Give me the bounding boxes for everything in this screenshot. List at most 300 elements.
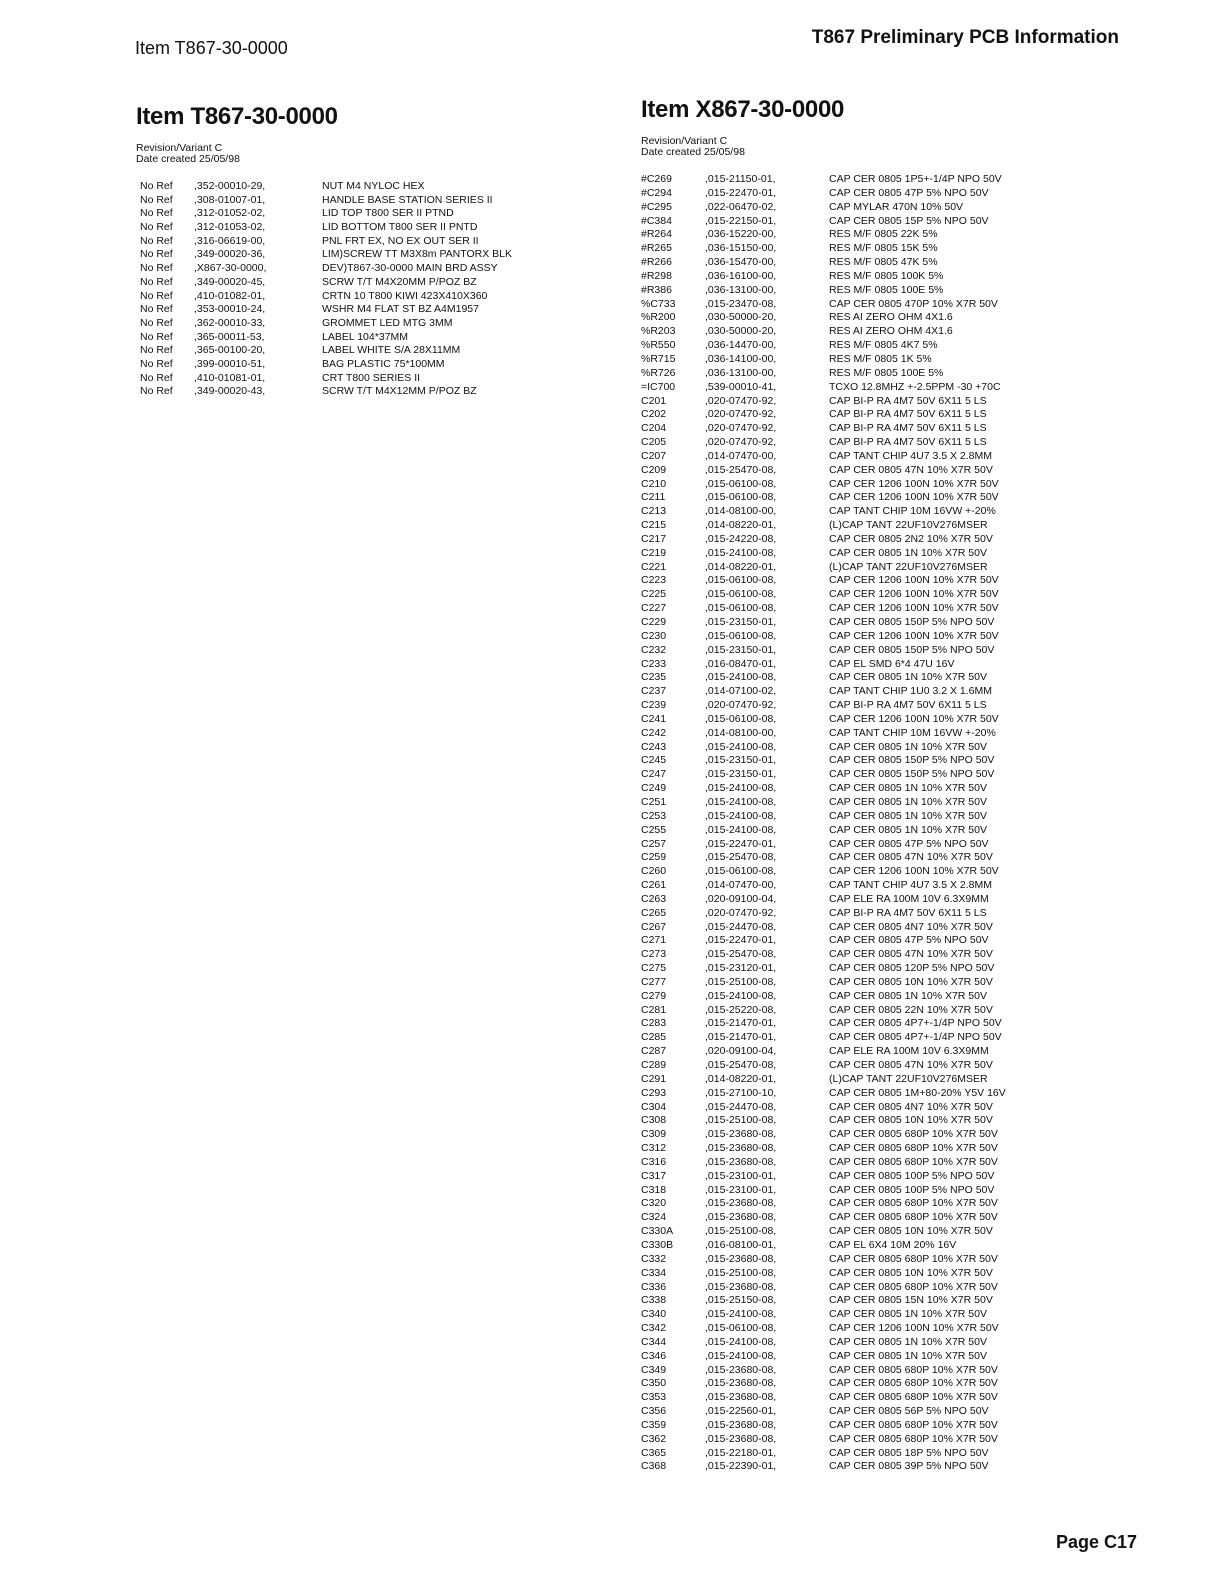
reference-cell: C304 xyxy=(641,1100,667,1113)
description-cell: CAP CER 0805 1N 10% X7R 50V xyxy=(829,1349,987,1362)
reference-cell: C227 xyxy=(641,602,667,615)
reference-cell: C332 xyxy=(641,1252,667,1265)
table-row xyxy=(641,1045,1071,1059)
reference-cell: C273 xyxy=(641,948,667,961)
table-row xyxy=(641,1101,1071,1115)
part-number-cell: ,020-07470-92, xyxy=(705,408,777,421)
table-row xyxy=(136,194,556,208)
description-cell: CAP CER 0805 56P 5% NPO 50V xyxy=(829,1405,989,1418)
reference-cell: C368 xyxy=(641,1460,667,1473)
part-number-cell: ,349-00020-43, xyxy=(194,385,266,398)
reference-cell: C239 xyxy=(641,699,667,712)
reference-cell: No Ref xyxy=(140,385,173,398)
reference-cell: C291 xyxy=(641,1072,667,1085)
bom-table xyxy=(136,180,556,399)
section-date: Date created 25/05/98 xyxy=(641,146,745,158)
description-cell: CAP CER 0805 1N 10% X7R 50V xyxy=(829,1335,987,1348)
reference-cell: #R298 xyxy=(641,269,672,282)
table-row xyxy=(136,358,556,372)
reference-cell: #R265 xyxy=(641,242,672,255)
reference-cell: No Ref xyxy=(140,262,173,275)
reference-cell: C279 xyxy=(641,989,667,1002)
table-row xyxy=(641,1031,1071,1045)
reference-cell: C338 xyxy=(641,1294,667,1307)
table-row xyxy=(641,298,1071,312)
part-number-cell: ,015-23680-08, xyxy=(705,1377,777,1390)
table-row xyxy=(641,1433,1071,1447)
part-number-cell: ,015-06100-08, xyxy=(705,602,777,615)
description-cell: CAP CER 0805 15P 5% NPO 50V xyxy=(829,214,989,227)
table-row xyxy=(136,276,556,290)
description-cell: CAP ELE RA 100M 10V 6.3X9MM xyxy=(829,892,989,905)
reference-cell: C237 xyxy=(641,685,667,698)
part-number-cell: ,015-23100-01, xyxy=(705,1183,777,1196)
part-number-cell: ,022-06470-02, xyxy=(705,200,777,213)
table-row xyxy=(641,616,1071,630)
description-cell: CAP CER 0805 47N 10% X7R 50V xyxy=(829,948,993,961)
reference-cell: %R550 xyxy=(641,339,676,352)
part-number-cell: ,036-16100-00, xyxy=(705,269,777,282)
table-row xyxy=(641,505,1071,519)
reference-cell: #R264 xyxy=(641,228,672,241)
description-cell: WSHR M4 FLAT ST BZ A4M1957 xyxy=(322,303,479,316)
description-cell: CAP CER 0805 1N 10% X7R 50V xyxy=(829,795,987,808)
table-row xyxy=(641,242,1071,256)
description-cell: SCRW T/T M4X20MM P/POZ BZ xyxy=(322,275,477,288)
description-cell: CAP CER 1206 100N 10% X7R 50V xyxy=(829,629,999,642)
part-number-cell: ,015-06100-08, xyxy=(705,629,777,642)
part-number-cell: ,015-06100-08, xyxy=(705,865,777,878)
table-row xyxy=(641,270,1071,284)
table-row xyxy=(641,1419,1071,1433)
table-row xyxy=(641,1447,1071,1461)
description-cell: CAP CER 1206 100N 10% X7R 50V xyxy=(829,1322,999,1335)
table-row xyxy=(641,713,1071,727)
part-number-cell: ,015-06100-08, xyxy=(705,712,777,725)
table-row xyxy=(641,602,1071,616)
description-cell: CAP TANT CHIP 10M 16VW +-20% xyxy=(829,726,996,739)
description-cell: LID TOP T800 SER II PTND xyxy=(322,207,454,220)
reference-cell: C285 xyxy=(641,1031,667,1044)
description-cell: CAP CER 0805 470P 10% X7R 50V xyxy=(829,297,998,310)
part-number-cell: ,015-25470-08, xyxy=(705,463,777,476)
part-number-cell: ,365-00011-53, xyxy=(194,330,265,343)
table-row xyxy=(641,561,1071,575)
description-cell: CAP CER 0805 680P 10% X7R 50V xyxy=(829,1391,998,1404)
table-row xyxy=(641,934,1071,948)
table-row xyxy=(641,325,1071,339)
part-number-cell: ,014-07470-00, xyxy=(705,879,777,892)
table-row xyxy=(641,1322,1071,1336)
section-title: Item X867-30-0000 xyxy=(641,96,845,123)
reference-cell: C229 xyxy=(641,616,667,628)
table-row xyxy=(641,671,1071,685)
part-number-cell: ,016-08100-01, xyxy=(705,1238,777,1251)
part-number-cell: ,015-25100-08, xyxy=(705,1225,777,1238)
table-row xyxy=(641,907,1071,921)
part-number-cell: ,308-01007-01, xyxy=(194,193,266,206)
table-row xyxy=(641,408,1071,422)
part-number-cell: ,015-27100-10, xyxy=(705,1086,777,1099)
table-row xyxy=(641,1197,1071,1211)
description-cell: CAP CER 0805 47N 10% X7R 50V xyxy=(829,851,993,864)
description-cell: (L)CAP TANT 22UF10V276MSER xyxy=(829,1072,988,1085)
reference-cell: C312 xyxy=(641,1142,667,1155)
description-cell: RES AI ZERO OHM 4X1.6 xyxy=(829,311,953,324)
reference-cell: C235 xyxy=(641,671,667,684)
table-row xyxy=(641,478,1071,492)
part-number-cell: ,015-23680-08, xyxy=(705,1155,777,1168)
description-cell: SCRW T/T M4X12MM P/POZ BZ xyxy=(322,385,477,398)
table-row xyxy=(641,519,1071,533)
table-row xyxy=(136,235,556,249)
part-number-cell: ,362-00010-33, xyxy=(194,316,266,329)
description-cell: CAP CER 0805 1N 10% X7R 50V xyxy=(829,989,987,1002)
description-cell: CAP CER 0805 4P7+-1/4P NPO 50V xyxy=(829,1017,1002,1030)
description-cell: CAP CER 0805 680P 10% X7R 50V xyxy=(829,1128,998,1141)
description-cell: CAP CER 0805 680P 10% X7R 50V xyxy=(829,1211,998,1224)
part-number-cell: ,015-24100-08, xyxy=(705,546,777,559)
table-row xyxy=(641,464,1071,478)
reference-cell: C309 xyxy=(641,1128,667,1141)
table-row xyxy=(641,976,1071,990)
reference-cell: No Ref xyxy=(140,275,173,288)
part-number-cell: ,015-22470-01, xyxy=(705,837,777,850)
reference-cell: C346 xyxy=(641,1349,667,1362)
description-cell: CAP CER 0805 4P7+-1/4P NPO 50V xyxy=(829,1031,1002,1044)
part-number-cell: ,015-25100-08, xyxy=(705,975,777,988)
description-cell: CAP CER 0805 1N 10% X7R 50V xyxy=(829,671,987,684)
part-number-cell: ,015-24100-08, xyxy=(705,740,777,753)
reference-cell: C317 xyxy=(641,1169,667,1182)
reference-cell: C243 xyxy=(641,740,667,753)
reference-cell: C201 xyxy=(641,394,667,407)
reference-cell: C316 xyxy=(641,1155,667,1168)
part-number-cell: ,015-24100-08, xyxy=(705,795,777,808)
table-row xyxy=(641,644,1071,658)
reference-cell: C350 xyxy=(641,1377,667,1390)
part-number-cell: ,015-23680-08, xyxy=(705,1418,777,1431)
description-cell: CAP CER 0805 15N 10% X7R 50V xyxy=(829,1294,993,1307)
table-row xyxy=(641,1156,1071,1170)
description-cell: CAP CER 0805 18P 5% NPO 50V xyxy=(829,1446,989,1459)
part-number-cell: ,036-13100-00, xyxy=(705,283,777,296)
table-row xyxy=(641,215,1071,229)
table-row xyxy=(641,588,1071,602)
table-row xyxy=(641,782,1071,796)
part-number-cell: ,410-01081-01, xyxy=(194,371,266,384)
reference-cell: No Ref xyxy=(140,357,173,370)
table-row xyxy=(136,303,556,317)
bom-section-t867 xyxy=(136,103,556,399)
table-row xyxy=(641,1281,1071,1295)
description-cell: LID BOTTOM T800 SER II PNTD xyxy=(322,221,478,234)
reference-cell: No Ref xyxy=(140,221,173,234)
section-date: Date created 25/05/98 xyxy=(136,153,240,165)
reference-cell: C241 xyxy=(641,712,667,725)
table-row xyxy=(641,1377,1071,1391)
description-cell: CAP CER 0805 39P 5% NPO 50V xyxy=(829,1460,989,1473)
part-number-cell: ,015-22390-01, xyxy=(705,1460,777,1473)
reference-cell: %R200 xyxy=(641,311,676,324)
description-cell: CAP CER 1206 100N 10% X7R 50V xyxy=(829,588,999,601)
description-cell: CAP BI-P RA 4M7 50V 6X11 5 LS xyxy=(829,699,987,712)
reference-cell: #C294 xyxy=(641,186,672,199)
description-cell: CAP CER 0805 680P 10% X7R 50V xyxy=(829,1252,998,1265)
description-cell: CAP EL 6X4 10M 20% 16V xyxy=(829,1238,957,1251)
table-row xyxy=(641,436,1071,450)
description-cell: CAP CER 0805 4N7 10% X7R 50V xyxy=(829,1100,993,1113)
table-row xyxy=(641,796,1071,810)
description-cell: CAP TANT CHIP 10M 16VW +-20% xyxy=(829,505,996,518)
reference-cell: C207 xyxy=(641,449,667,462)
description-cell: CAP CER 1206 100N 10% X7R 50V xyxy=(829,602,999,615)
description-cell: (L)CAP TANT 22UF10V276MSER xyxy=(829,560,988,573)
table-row xyxy=(136,290,556,304)
reference-cell: C205 xyxy=(641,436,667,449)
reference-cell: C221 xyxy=(641,560,667,573)
reference-cell: C308 xyxy=(641,1114,667,1127)
description-cell: CAP CER 0805 4N7 10% X7R 50V xyxy=(829,920,993,933)
reference-cell: No Ref xyxy=(140,316,173,329)
reference-cell: C223 xyxy=(641,574,667,587)
reference-cell: C336 xyxy=(641,1280,667,1293)
table-row xyxy=(641,838,1071,852)
table-row xyxy=(136,262,556,276)
description-cell: RES M/F 0805 4K7 5% xyxy=(829,339,938,352)
part-number-cell: ,015-23680-08, xyxy=(705,1197,777,1210)
table-row xyxy=(641,450,1071,464)
reference-cell: C211 xyxy=(641,491,666,504)
part-number-cell: ,312-01053-02, xyxy=(194,221,266,234)
table-row xyxy=(641,1294,1071,1308)
bom-table xyxy=(641,173,1071,1474)
description-cell: CAP TANT CHIP 4U7 3.5 X 2.8MM xyxy=(829,449,993,462)
section-revision: Revision/Variant C xyxy=(136,142,223,154)
description-cell: (L)CAP TANT 22UF10V276MSER xyxy=(829,519,988,532)
part-number-cell: ,312-01052-02, xyxy=(194,207,266,220)
reference-cell: C356 xyxy=(641,1405,667,1418)
table-row xyxy=(641,810,1071,824)
part-number-cell: ,349-00020-45, xyxy=(194,275,266,288)
table-row xyxy=(136,248,556,262)
description-cell: DEV)T867-30-0000 MAIN BRD ASSY xyxy=(322,262,498,275)
reference-cell: No Ref xyxy=(140,207,173,220)
part-number-cell: ,015-23150-01, xyxy=(705,754,777,767)
part-number-cell: ,015-23680-08, xyxy=(705,1128,777,1141)
part-number-cell: ,399-00010-51, xyxy=(194,357,266,370)
reference-cell: C324 xyxy=(641,1211,667,1224)
reference-cell: C260 xyxy=(641,865,667,878)
reference-cell: C287 xyxy=(641,1045,667,1058)
table-row xyxy=(641,1239,1071,1253)
part-number-cell: ,016-08470-01, xyxy=(705,657,777,670)
table-row xyxy=(641,173,1071,187)
reference-cell: C202 xyxy=(641,408,667,421)
reference-cell: #C269 xyxy=(641,173,672,185)
table-row xyxy=(136,221,556,235)
reference-cell: No Ref xyxy=(140,193,173,206)
description-cell: CAP TANT CHIP 1U0 3.2 X 1.6MM xyxy=(829,685,993,698)
part-number-cell: ,015-23680-08, xyxy=(705,1142,777,1155)
reference-cell: #R266 xyxy=(641,256,672,269)
reference-cell: C209 xyxy=(641,463,667,476)
reference-cell: C259 xyxy=(641,851,667,864)
description-cell: NUT M4 NYLOC HEX xyxy=(322,180,425,192)
table-row xyxy=(641,685,1071,699)
table-row xyxy=(641,990,1071,1004)
part-number-cell: ,015-06100-08, xyxy=(705,477,777,490)
description-cell: RES M/F 0805 100K 5% xyxy=(829,269,944,282)
description-cell: CAP CER 0805 47P 5% NPO 50V xyxy=(829,934,989,947)
description-cell: CAP CER 0805 22N 10% X7R 50V xyxy=(829,1003,993,1016)
description-cell: TCXO 12.8MHZ +-2.5PPM -30 +70C xyxy=(829,380,1001,393)
description-cell: CAP CER 0805 10N 10% X7R 50V xyxy=(829,1225,993,1238)
table-row xyxy=(136,385,556,399)
reference-cell: C318 xyxy=(641,1183,667,1196)
reference-cell: C342 xyxy=(641,1322,667,1335)
reference-cell: C217 xyxy=(641,532,667,545)
table-row xyxy=(641,395,1071,409)
table-row xyxy=(641,533,1071,547)
description-cell: CAP CER 0805 680P 10% X7R 50V xyxy=(829,1418,998,1431)
description-cell: CAP CER 0805 680P 10% X7R 50V xyxy=(829,1155,998,1168)
description-cell: CAP CER 0805 10N 10% X7R 50V xyxy=(829,975,993,988)
description-cell: RES M/F 0805 100E 5% xyxy=(829,366,944,379)
part-number-cell: ,X867-30-0000, xyxy=(194,262,267,275)
part-number-cell: ,015-06100-08, xyxy=(705,588,777,601)
header-item-label: Item T867-30-0000 xyxy=(135,38,288,58)
part-number-cell: ,014-07100-02, xyxy=(705,685,777,698)
reference-cell: No Ref xyxy=(140,344,173,357)
table-row xyxy=(641,962,1071,976)
description-cell: CAP CER 0805 150P 5% NPO 50V xyxy=(829,643,995,656)
description-cell: BAG PLASTIC 75*100MM xyxy=(322,357,445,370)
part-number-cell: ,365-00100-20, xyxy=(194,344,266,357)
part-number-cell: ,015-24470-08, xyxy=(705,1100,777,1113)
part-number-cell: ,410-01082-01, xyxy=(194,289,266,302)
table-row xyxy=(641,353,1071,367)
reference-cell: C330B xyxy=(641,1238,674,1251)
table-row xyxy=(641,311,1071,325)
description-cell: CAP CER 0805 47N 10% X7R 50V xyxy=(829,1059,993,1071)
part-number-cell: ,030-50000-20, xyxy=(705,311,777,324)
part-number-cell: ,015-23680-08, xyxy=(705,1211,777,1224)
reference-cell: C251 xyxy=(641,795,667,808)
part-number-cell: ,015-22180-01, xyxy=(705,1446,777,1459)
description-cell: CAP CER 1206 100N 10% X7R 50V xyxy=(829,491,999,504)
reference-cell: =IC700 xyxy=(641,380,676,393)
part-number-cell: ,015-25100-08, xyxy=(705,1114,777,1127)
part-number-cell: ,020-07470-92, xyxy=(705,436,777,449)
description-cell: CAP BI-P RA 4M7 50V 6X11 5 LS xyxy=(829,394,987,407)
description-cell: RES M/F 0805 100E 5% xyxy=(829,283,944,296)
description-cell: CAP CER 0805 680P 10% X7R 50V xyxy=(829,1363,998,1376)
table-row xyxy=(641,1253,1071,1267)
reference-cell: No Ref xyxy=(140,289,173,302)
description-cell: CAP ELE RA 100M 10V 6.3X9MM xyxy=(829,1045,989,1058)
table-row xyxy=(641,187,1071,201)
description-cell: CAP MYLAR 470N 10% 50V xyxy=(829,200,964,213)
reference-cell: C215 xyxy=(641,519,667,532)
reference-cell: C247 xyxy=(641,768,667,781)
section-title: Item T867-30-0000 xyxy=(136,103,338,130)
table-row xyxy=(641,1405,1071,1419)
part-number-cell: ,015-24100-08, xyxy=(705,671,777,684)
reference-cell: C253 xyxy=(641,809,667,822)
table-row xyxy=(641,879,1071,893)
table-row xyxy=(641,228,1071,242)
description-cell: CAP CER 0805 680P 10% X7R 50V xyxy=(829,1142,998,1155)
part-number-cell: ,015-23680-08, xyxy=(705,1363,777,1376)
reference-cell: C245 xyxy=(641,754,667,767)
part-number-cell: ,015-24470-08, xyxy=(705,920,777,933)
part-number-cell: ,015-24100-08, xyxy=(705,823,777,836)
header-document-title: T867 Preliminary PCB Information xyxy=(811,27,1119,48)
description-cell: RES M/F 0805 15K 5% xyxy=(829,242,938,255)
reference-cell: C340 xyxy=(641,1308,667,1321)
description-cell: CAP CER 0805 680P 10% X7R 50V xyxy=(829,1197,998,1210)
description-cell: CAP CER 1206 100N 10% X7R 50V xyxy=(829,477,999,490)
reference-cell: C225 xyxy=(641,588,667,601)
table-row xyxy=(641,1114,1071,1128)
table-row xyxy=(641,284,1071,298)
part-number-cell: ,352-00010-29, xyxy=(194,180,266,192)
part-number-cell: ,020-07470-92, xyxy=(705,422,777,435)
table-row xyxy=(641,768,1071,782)
table-row xyxy=(641,948,1071,962)
part-number-cell: ,036-15220-00, xyxy=(705,228,777,241)
part-number-cell: ,015-24100-08, xyxy=(705,1349,777,1362)
part-number-cell: ,015-21470-01, xyxy=(705,1031,777,1044)
description-cell: CAP CER 0805 1M+80-20% Y5V 16V xyxy=(829,1086,1006,1099)
reference-cell: No Ref xyxy=(140,371,173,384)
table-row xyxy=(641,1128,1071,1142)
description-cell: LIM)SCREW TT M3X8m PANTORX BLK xyxy=(322,248,513,261)
part-number-cell: ,015-25220-08, xyxy=(705,1003,777,1016)
reference-cell: C277 xyxy=(641,975,667,988)
table-row xyxy=(641,921,1071,935)
reference-cell: %C733 xyxy=(641,297,676,310)
table-row xyxy=(641,201,1071,215)
part-number-cell: ,015-23150-01, xyxy=(705,616,777,628)
table-row xyxy=(641,1267,1071,1281)
table-row xyxy=(641,547,1071,561)
reference-cell: No Ref xyxy=(140,180,173,192)
table-row xyxy=(641,893,1071,907)
description-cell: CAP CER 0805 1N 10% X7R 50V xyxy=(829,809,987,822)
part-number-cell: ,015-21470-01, xyxy=(705,1017,777,1030)
part-number-cell: ,036-13100-00, xyxy=(705,366,777,379)
reference-cell: C267 xyxy=(641,920,667,933)
table-row xyxy=(641,1211,1071,1225)
part-number-cell: ,015-23470-08, xyxy=(705,297,777,310)
description-cell: CAP CER 0805 47N 10% X7R 50V xyxy=(829,463,993,476)
description-cell: CAP CER 0805 47P 5% NPO 50V xyxy=(829,186,989,199)
reference-cell: C255 xyxy=(641,823,667,836)
table-row xyxy=(641,754,1071,768)
description-cell: RES M/F 0805 22K 5% xyxy=(829,228,938,241)
part-number-cell: ,015-24100-08, xyxy=(705,782,777,795)
table-row xyxy=(136,344,556,358)
reference-cell: No Ref xyxy=(140,330,173,343)
part-number-cell: ,015-23150-01, xyxy=(705,643,777,656)
reference-cell: C353 xyxy=(641,1391,667,1404)
part-number-cell: ,014-08100-00, xyxy=(705,505,777,518)
reference-cell: C344 xyxy=(641,1335,667,1348)
part-number-cell: ,014-08220-01, xyxy=(705,1072,777,1085)
part-number-cell: ,015-23150-01, xyxy=(705,768,777,781)
